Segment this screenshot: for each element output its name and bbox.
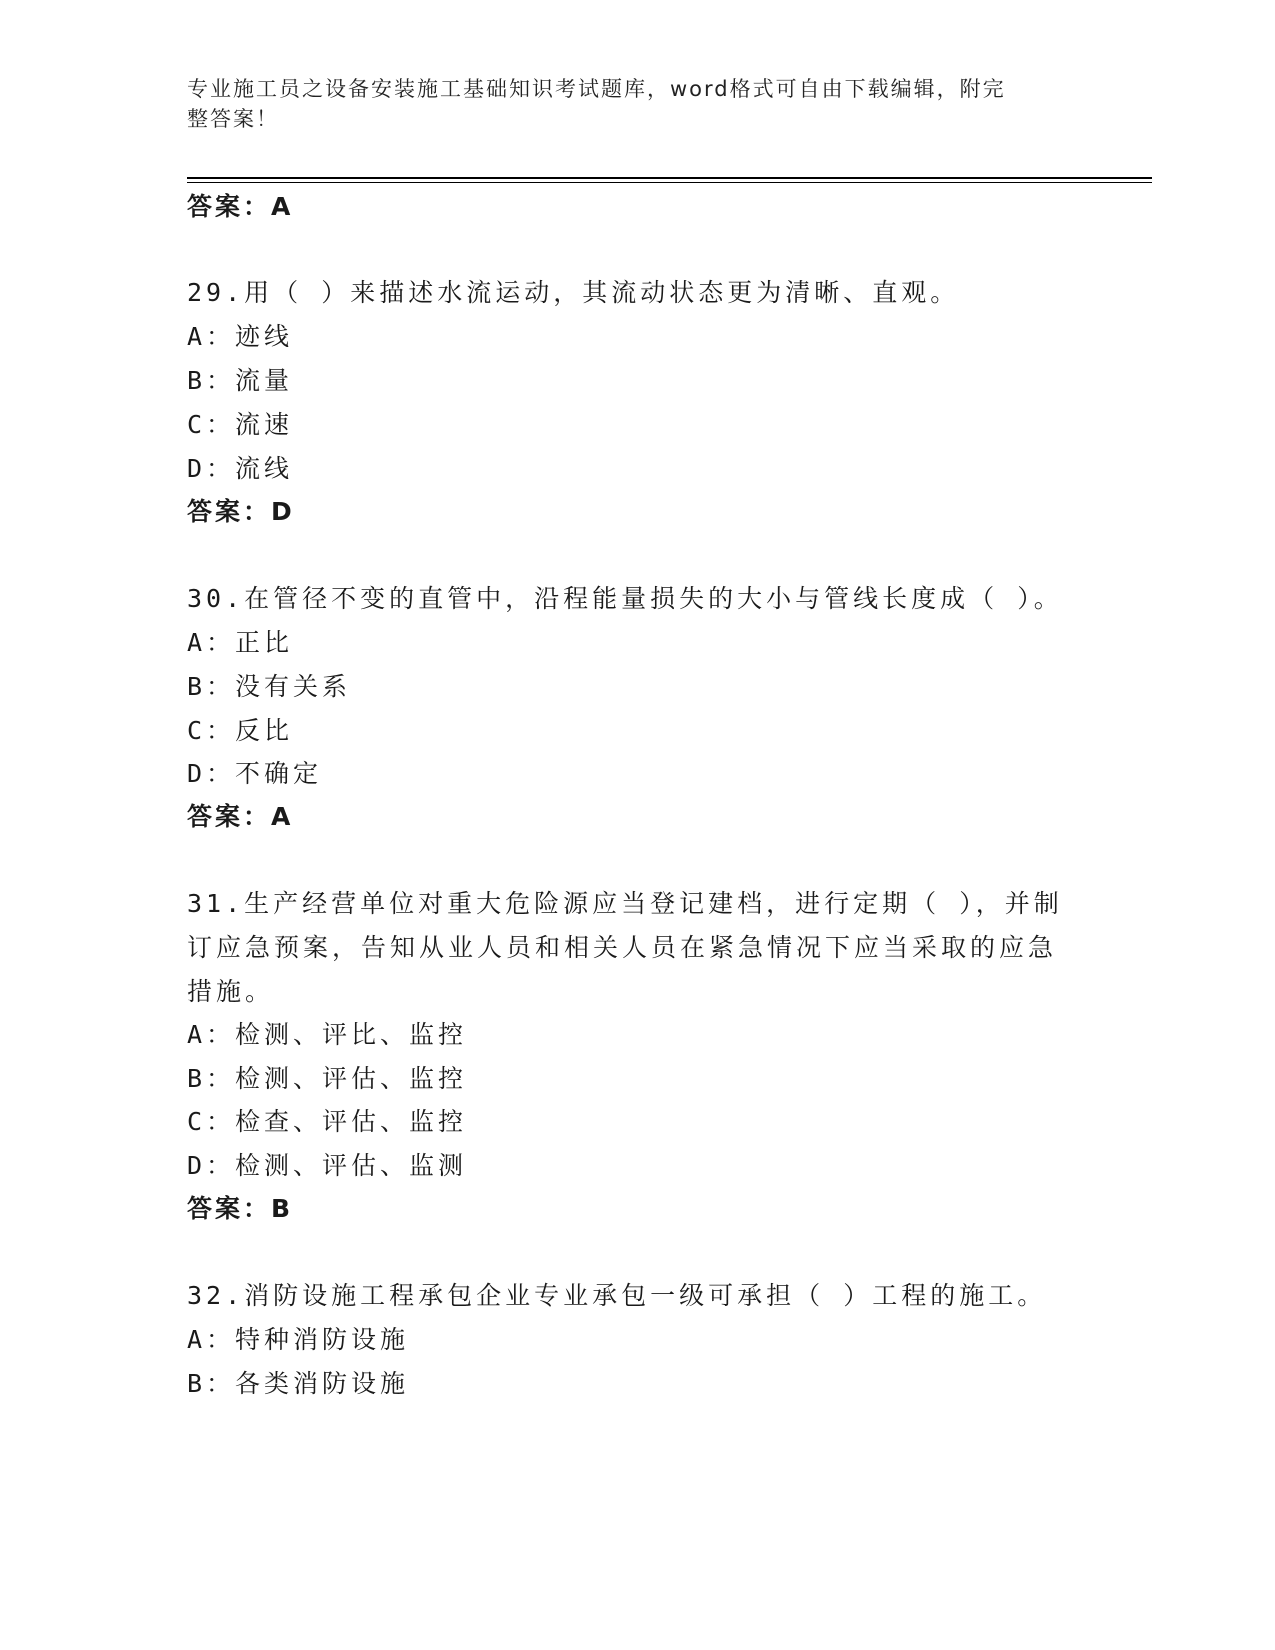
header-divider-thick: [187, 177, 1152, 179]
header-divider-thin: [187, 182, 1152, 183]
question-31-option-d: D：检测、评估、监测: [187, 1151, 468, 1180]
question-30-option-a: A：正比: [187, 628, 294, 657]
question-32-option-a: A：特种消防设施: [187, 1325, 410, 1354]
question-29-option-a: A：迹线: [187, 322, 294, 351]
question-29-option-d: D：流线: [187, 454, 294, 483]
question-29-stem: 29.用（ ）来描述水流运动，其流动状态更为清晰、直观。: [187, 278, 960, 307]
header-line-1: 专业施工员之设备安装施工基础知识考试题库，word格式可自由下载编辑，附完: [187, 77, 1006, 101]
question-32-stem: 32.消防设施工程承包企业专业承包一级可承担（ ）工程的施工。: [187, 1281, 1047, 1310]
document-header: [187, 74, 1067, 134]
question-31-stem-line-2: 订应急预案，告知从业人员和相关人员在紧急情况下应当采取的应急: [187, 933, 1058, 962]
answer-29: 答案：D: [187, 497, 295, 526]
question-31-option-b: B：检测、评估、监控: [187, 1064, 468, 1093]
question-32-option-b: B：各类消防设施: [187, 1369, 410, 1398]
question-31-option-c: C：检查、评估、监控: [187, 1107, 468, 1136]
question-30-option-d: D：不确定: [187, 759, 323, 788]
question-31-stem-line-1: 31.生产经营单位对重大危险源应当登记建档，进行定期（ ），并制: [187, 889, 1063, 918]
question-30-option-c: C：反比: [187, 716, 294, 745]
header-line-2: 整答案！: [187, 107, 279, 131]
question-30-stem: 30.在管径不变的直管中，沿程能量损失的大小与管线长度成（ ）。: [187, 584, 1063, 613]
answer-28: 答案：A: [187, 192, 294, 221]
answer-30: 答案：A: [187, 802, 294, 831]
question-31-option-a: A：检测、评比、监控: [187, 1020, 468, 1049]
answer-31: 答案：B: [187, 1194, 294, 1223]
question-29-option-b: B：流量: [187, 366, 294, 395]
question-30-option-b: B：没有关系: [187, 672, 352, 701]
question-31-stem-line-3: 措施。: [187, 977, 275, 1006]
question-29-option-c: C：流速: [187, 410, 294, 439]
